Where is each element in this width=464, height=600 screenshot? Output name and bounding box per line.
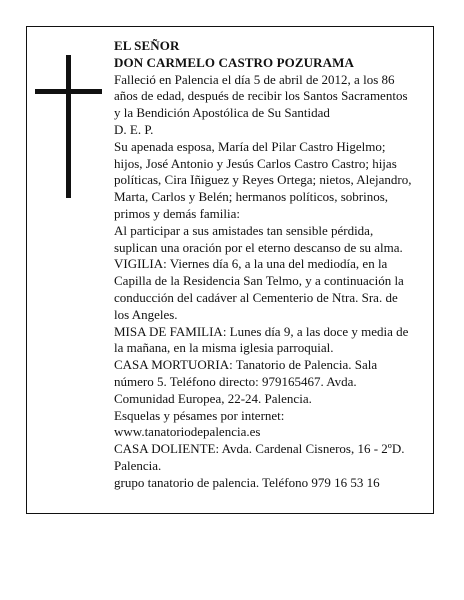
death-details: Falleció en Palencia el día 5 de abril de 2012, a los 86 años de edad, después de recibir los Santos Sacramentos y la Bendición Apostólica de Su Santidad — [114, 71, 408, 121]
vigil-details: VIGILIA: Viernes día 6, a la una del mediodía, en la Capilla de la Residencia San Telmo, y a continuación la conducción del cadáver al Cementerio de Ntra. Sra. de los Angeles. — [114, 256, 404, 322]
cross-icon — [35, 55, 102, 198]
family-home-address: CASA DOLIENTE: Avda. Cardenal Cisneros, 16 - 2ºD. Palencia. — [114, 441, 405, 473]
family-mass-details: MISA DE FAMILIA: Lunes día 9, a las doce y media de la mañana, en la misma iglesia parroquial. — [114, 323, 409, 356]
rest-in-peace: D. E. P. — [114, 121, 154, 137]
deceased-name: DON CARMELO CASTRO POZURAMA — [114, 54, 354, 70]
cross-vertical-bar — [66, 55, 71, 198]
family-list: Su apenada esposa, María del Pilar Castro Higelmo; hijos, José Antonio y Jesús Carlos Castro Castro; hijas políticas, Cira Iñiguez y Reyes Ortega; nietos, Alejandro, Marta, Carlos y Belén; hermanos políticos, sobrinos, primos y demás familia: — [114, 138, 412, 221]
funeral-home-details: CASA MORTUORIA: Tanatorio de Palencia. Sala número 5. Teléfono directo: 979165467. Avda. Comunidad Europea, 22-24. Palencia. — [114, 357, 378, 406]
funeral-home-phone: grupo tanatorio de palencia. Teléfono 979 16 53 16 — [114, 474, 380, 490]
notice-body — [114, 38, 414, 492]
website-address: www.tanatoriodepalencia.es — [114, 424, 261, 440]
prayer-request: Al participar a sus amistades tan sensible pérdida, suplican una oración por el eterno descanso de su alma. — [114, 222, 403, 255]
cross-horizontal-bar — [35, 89, 102, 94]
online-condolences-label: Esquelas y pésames por internet: — [114, 407, 285, 423]
notice-title: EL SEÑOR — [114, 38, 180, 53]
